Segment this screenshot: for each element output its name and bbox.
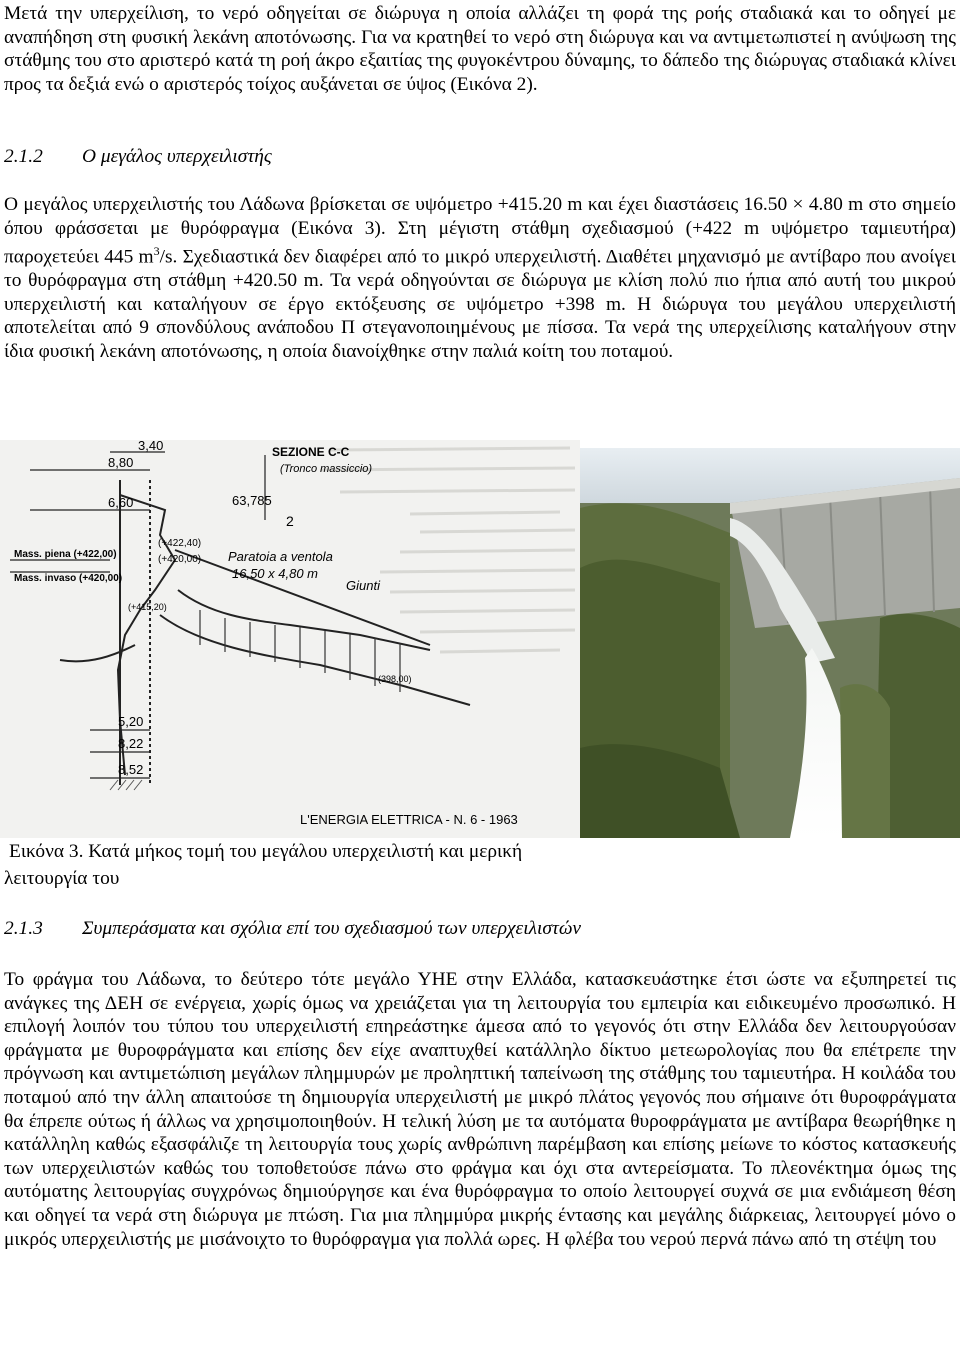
figure-3	[0, 440, 960, 838]
paragraph-3: Το φράγμα του Λάδωνα, το δεύτερο τότε μεγάλο ΥΗΕ στην Ελλάδα, κατασκευάστηκε έτσι ώστε να εξυπηρετεί τις ανάγκες της ΔΕΗ σε ενέργεια, χωρίς όμως να χρειάζεται για τη λειτουργία του εμπειρία και ειδικευμένο προσωπικό. Η επιλογή λοιπόν του τύπου του υπερχειλιστή επηρεάστηκε άμεσα από το γεγονός ότι στην Ελλάδα δεν λειτουργούσαν φράγματα με θυροφράγματα και επίσης δεν είχε αναπτυχθεί κατάλληλο δίκτυο μετεωρολογίας που θα επέτρεπε την πρόγνωση και αντιμετώπιση μεγάλων πλημμυρών με προληπτική ταπείνωση της στάθμης του ταμιευτήρα. Η κοιλάδα του ποταμού από την άλλη απαιτούσε τη δημιουργία υπερχειλιστή με μικρό πλάτος γεγονός που σήμαινε ότι θυροφράγματα θα έπρεπε ούτως ή άλλως να χρησιμοποιηθούν. Η τελική λύση με τα αυτόματα θυροφράγματα με αντίβαρα θεωρήθηκε η κατάλληλη καθώς εξασφάλιζε τη λειτουργία τους χωρίς ανθρώπινη παρέμβαση και επίσης μείωνε το κόστος κατασκευής των υπερχειλιστών καθώς του τοποθετούσε πάνω στο φράγμα και όχι στα αντερείσματα. Το πλεονέκτημα όμως της αυτόματης λειτουργίας συγχρόνως δημιούργησε και ένα θυρόφραγμα το οποίο λειτουργεί συχνά σε μια ενδιάμεση θέση και οδηγεί τα νερά στη διώρυγα με πτώση. Για μια πλημμύρα μικρής έντασης και μεγάλης διάρκειας, λειτουργεί μόνο ο μικρός υπερχειλιστής με μισάνοιχτο το θυρόφραγμα για πολλά ωρες. Η φλέβα του νερού περνά πάνω από τη στέψη του	[4, 969, 956, 1250]
spillway-section-drawing	[0, 440, 580, 838]
drawing-source: L'ENERGIA ELETTRICA - N. 6 - 1963	[300, 812, 518, 827]
drawing-section-sub: (Tronco massiccio)	[280, 463, 373, 475]
section-number: 2.1.3	[4, 918, 43, 939]
section-heading-2-1-3	[4, 918, 581, 940]
drawing-section-label: SEZIONE C-C	[272, 445, 350, 459]
superscript-3: 3	[153, 244, 160, 259]
drawing-dim-880: 8,80	[108, 455, 134, 470]
spillway-photo	[580, 448, 960, 838]
drawing-dim-660: 6,60	[108, 495, 134, 510]
caption-line-1: Εικόνα 3. Κατά μήκος τομή του μεγάλου υπερχειλιστή και μερική	[9, 841, 523, 862]
drawing-el-42000: (+420,00)	[158, 554, 202, 565]
drawing-el-39800: (398,00)	[378, 674, 412, 684]
drawing-dim-852: 8,52	[118, 762, 144, 777]
drawing-mass-invaso: Mass. invaso (+420,00)	[14, 573, 123, 584]
paragraph-2-text-a: Ο μεγάλος υπερχειλιστής του Λάδωνα βρίσκεται σε υψόμετρο +415.20 m και έχει διαστάσεις 16.50 × 4.80 m στο σημείο όπου φράσσεται με θυρόφραγμα (Εικόνα 3). Στη μέγιστη στάθμη σχεδιασμού (+422 m υψόμετρο ταμιευτήρα) παροχετεύει 445 m	[4, 194, 956, 268]
drawing-paratoia-1: Paratoia a ventola	[228, 549, 333, 564]
section-title: Ο μεγάλος υπερχειλιστής	[82, 146, 272, 167]
drawing-paratoia-2: 16,50 x 4,80 m	[232, 566, 318, 581]
drawing-el-41520: (+415,20)	[128, 602, 167, 612]
drawing-dim-340: 3,40	[138, 440, 164, 453]
drawing-mark-2: 2	[286, 513, 294, 529]
drawing-coord: 63,785	[232, 493, 272, 508]
caption-line-2: λειτουργία του	[4, 868, 120, 889]
drawing-dim-822: 8,22	[118, 736, 144, 751]
drawing-mass-piena: Mass. piena (+422,00)	[14, 549, 117, 560]
section-title: Συμπεράσματα και σχόλια επί του σχεδιασμού των υπερχειλιστών	[82, 918, 582, 939]
section-heading-2-1-2	[4, 146, 272, 168]
drawing-dim-520: 5,20	[118, 714, 144, 729]
drawing-el-42240: (+422,40)	[158, 538, 202, 549]
drawing-giunti: Giunti	[346, 578, 380, 593]
paragraph-2	[4, 193, 956, 364]
figure-caption	[4, 838, 594, 892]
paragraph-2-text-b: /s. Σχεδιαστικά δεν διαφέρει από το μικρό υπερχειλιστή. Διαθέτει μηχανισμό με αντίβαρο που ανοίγει το θυρόφραγμα στη στάθμη +420.50 m. Τα νερά οδηγούνται σε διώρυγα με κλίση πολύ πιο ήπια από αυτή του μικρού υπερχειλιστή και καταλήγουν σε έργο εκτόξευσης σε υψόμετρο +398 m. Η διώρυγα του μεγάλου υπερχειλιστή αποτελείται από 9 σπονδύλους ανάποδου Π στεγανοποιημένους με πίσσα. Τα νερά της υπερχείλισης καταλήγουν στην ίδια φυσική λεκάνη αποτόνωσης, η οποία διανοίχθηκε στην παλιά κοίτη του ποταμού.	[4, 246, 956, 363]
section-number: 2.1.2	[4, 146, 43, 167]
paragraph-1: Μετά την υπερχείλιση, το νερό οδηγείται σε διώρυγα η οποία αλλάζει τη φορά της ροής σταδιακά και το οδηγεί με αναπήδηση στη φυσική λεκάνη αποτόνωσης. Για να κρατηθεί το νερό στη διώρυγα και να αντιμετωπιστεί η ανύψωση της στάθμης του στο αριστερό κατά τη ροή άκρο εξαιτίας της φυγοκέντρου δύναμης, το δάπεδο της διώρυγας σταδιακά κλίνει προς τα δεξιά ενώ ο αριστερός τοίχος αυξάνεται σε ύψος (Εικόνα 2).	[4, 3, 956, 95]
